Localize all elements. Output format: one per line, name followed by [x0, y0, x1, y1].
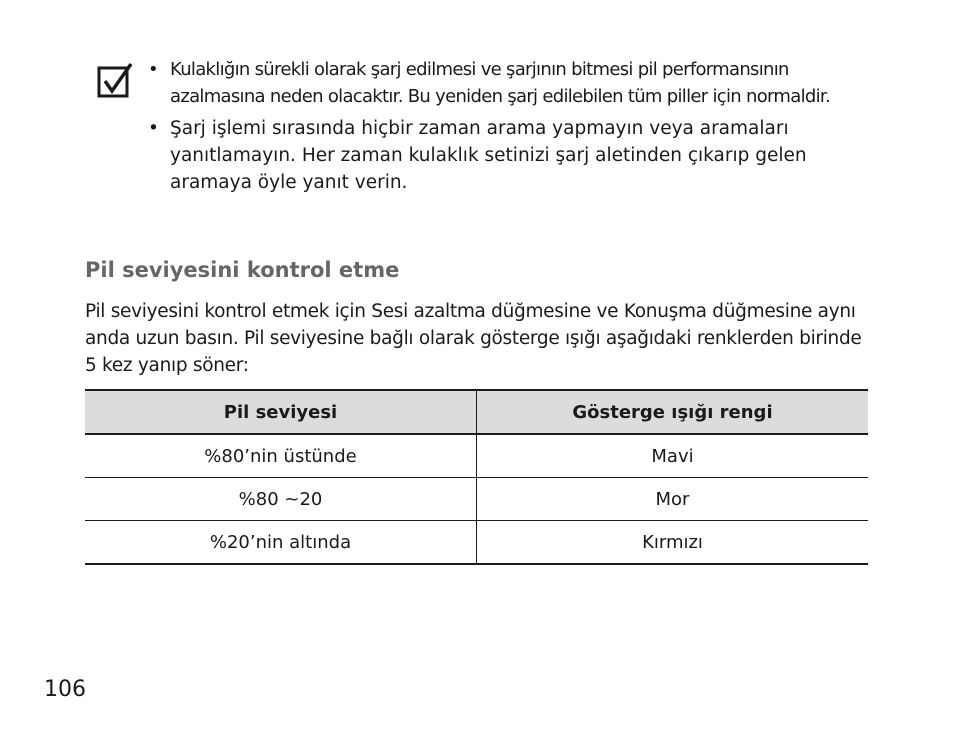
section-body: Pil seviyesini kontrol etmek için Sesi azaltma düğmesine ve Konuşma düğmesine aynı anda uzun basın. Pil seviyesine bağlı olarak gösterge ışığı aşağıdaki renklerden birinde 5 kez yanıp söner: [85, 301, 862, 376]
column-header-level: Pil seviyesi [85, 390, 477, 434]
bullet: • [148, 118, 159, 139]
column-header-color: Gösterge ışığı rengi [477, 390, 869, 434]
color-cell: Mor [477, 478, 869, 521]
color-cell: Mavi [477, 434, 869, 478]
table-header-row [85, 390, 868, 434]
section-heading: Pil seviyesini kontrol etme [85, 258, 400, 282]
note-item-text: Kulaklığın sürekli olarak şarj edilmesi ve şarjının bitmesi pil performansının azalmasına neden olacaktır. Bu yeniden şarj edilebilen tüm piller için normaldir. [170, 59, 830, 107]
note-item [148, 115, 868, 196]
color-cell: Kırmızı [477, 521, 869, 565]
level-cell: %20’nin altında [85, 521, 477, 565]
battery-level-table [85, 389, 868, 565]
checkbox-note-icon [97, 63, 133, 99]
level-cell: %80’nin üstünde [85, 434, 477, 478]
level-cell: %80 ~20 [85, 478, 477, 521]
note-item-text: Şarj işlemi sırasında hiçbir zaman arama yapmayın veya aramaları yanıtlamayın. Her zaman kulaklık setinizi şarj aletinden çıkarıp gelen aramaya öyle yanıt verin. [170, 118, 807, 193]
note-item [148, 56, 868, 110]
bullet: • [148, 59, 158, 80]
table-row [85, 521, 868, 565]
note-list [148, 56, 868, 201]
table-row [85, 434, 868, 478]
table-row [85, 478, 868, 521]
page-number: 106 [44, 677, 86, 702]
